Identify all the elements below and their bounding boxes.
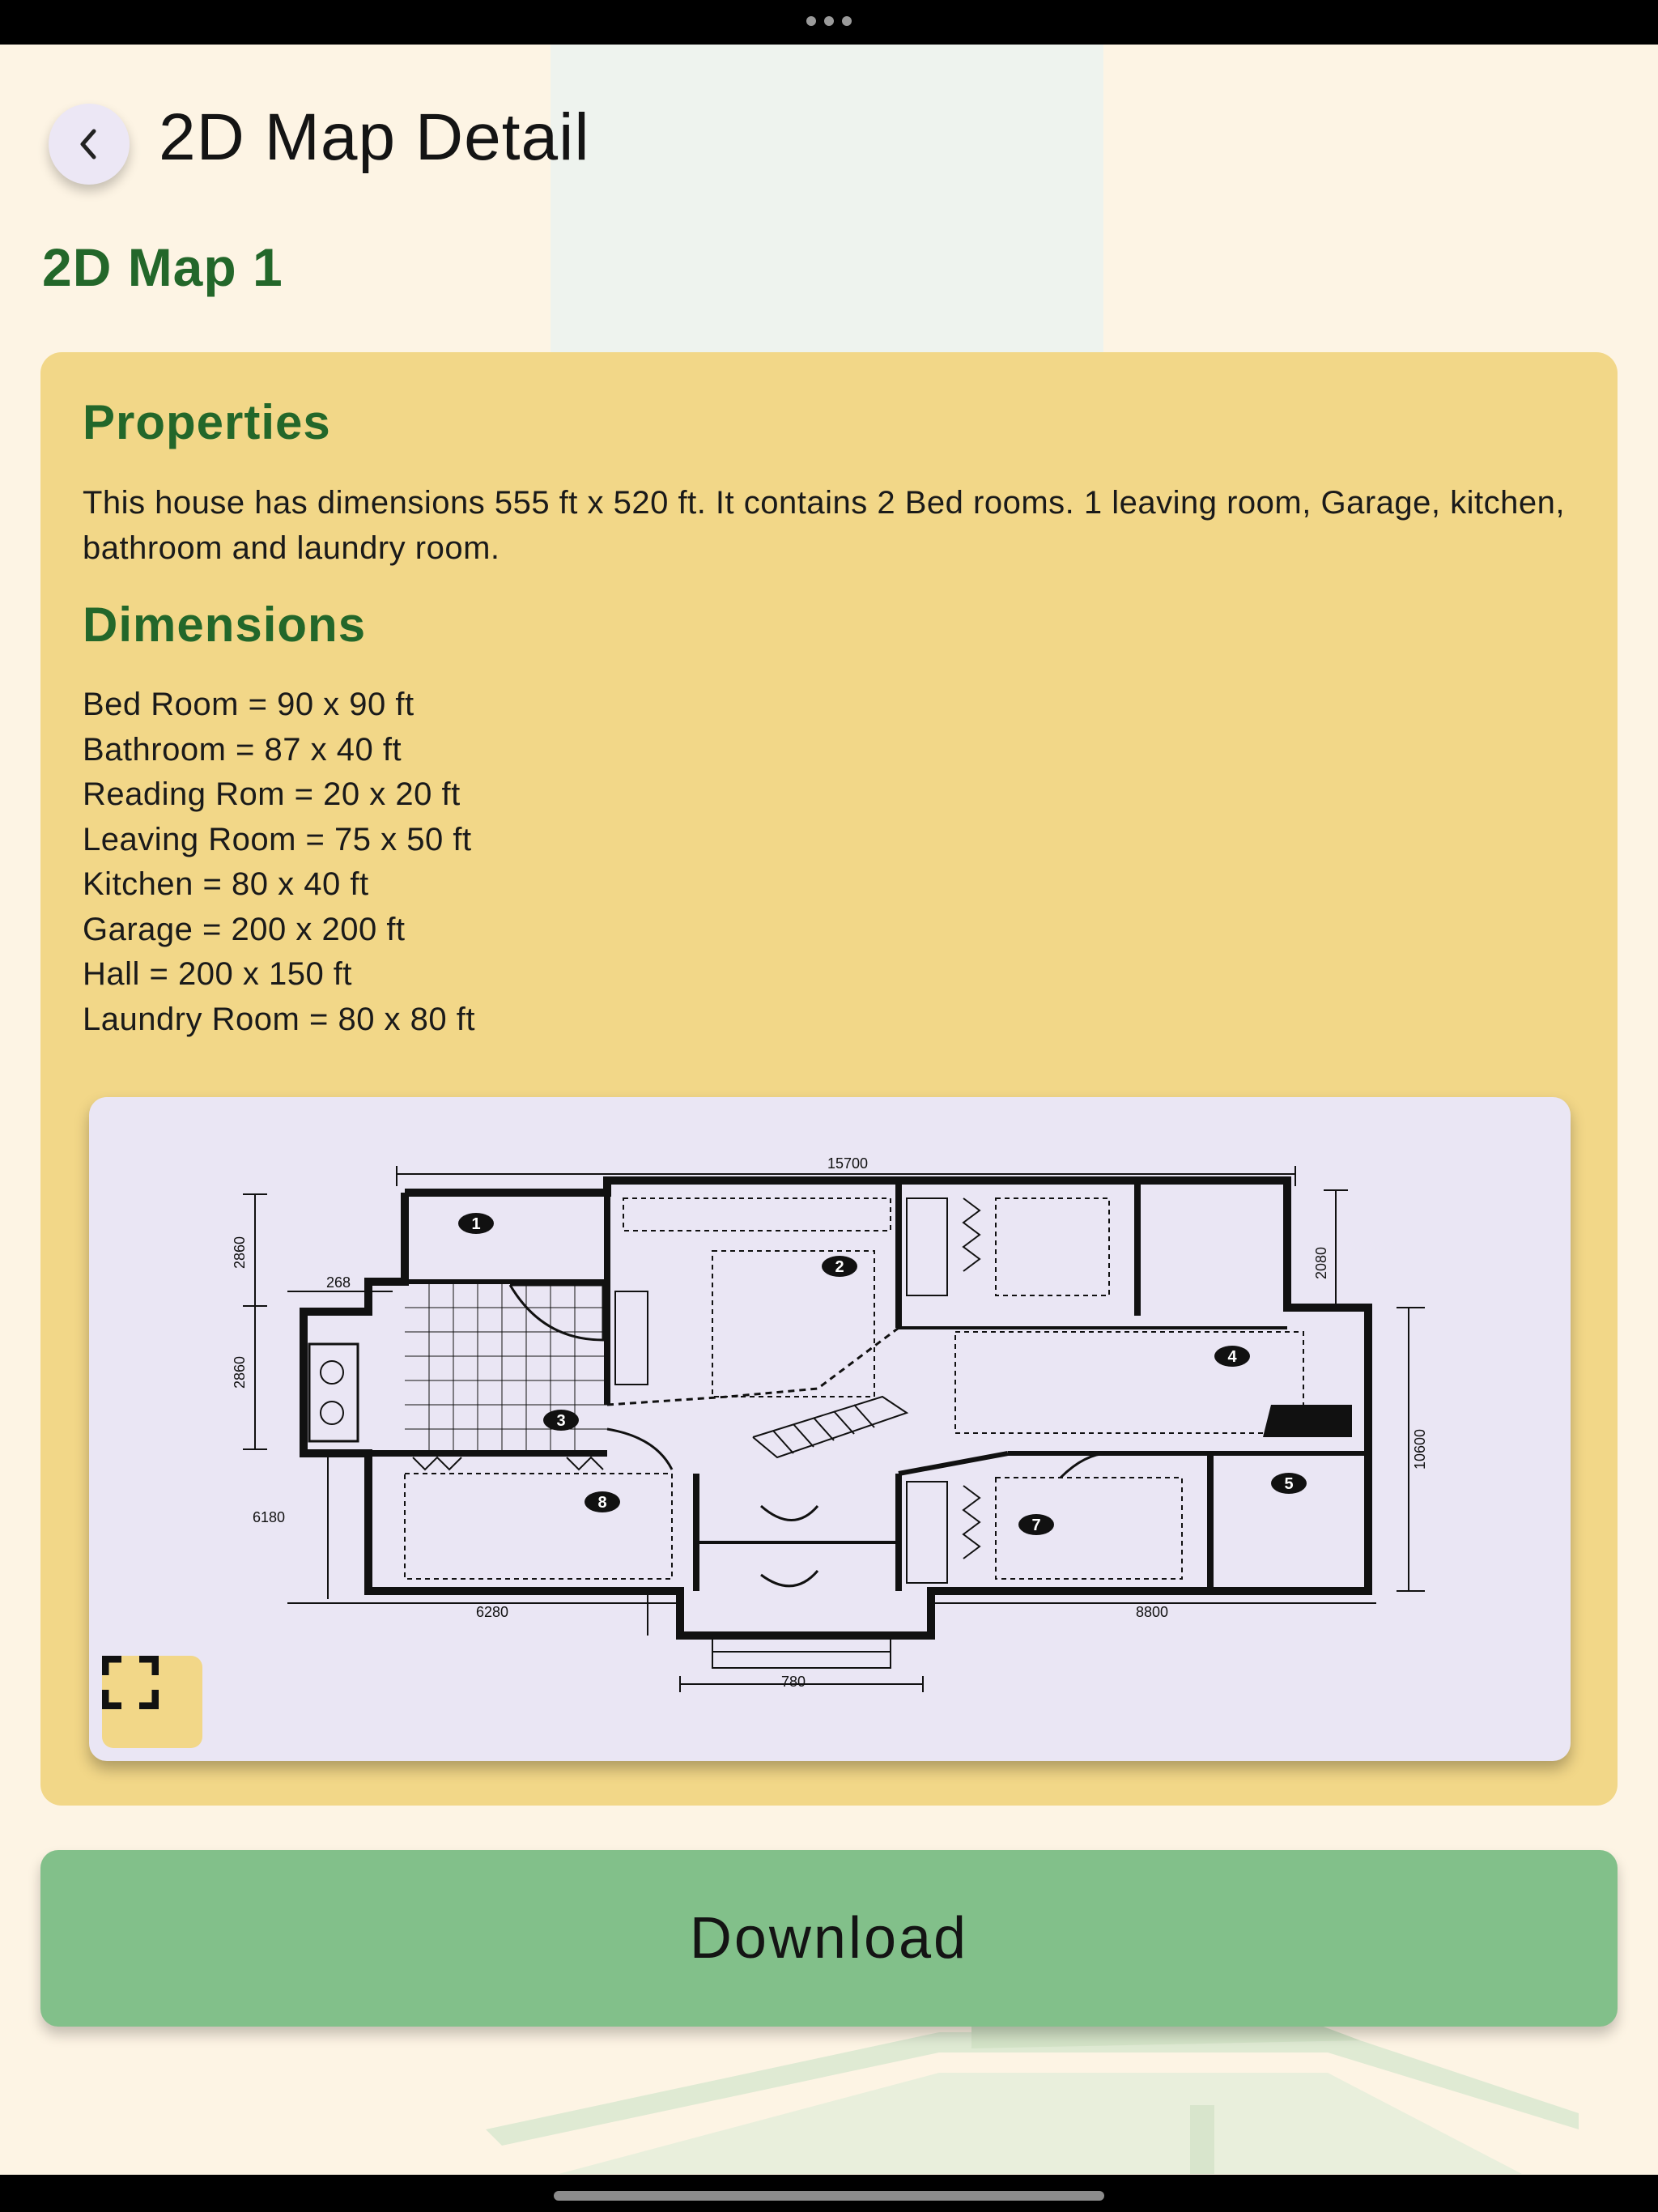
home-indicator[interactable] (554, 2191, 1104, 2201)
dimension-label: 6180 (252, 1509, 286, 1525)
room-number: 8 (597, 1494, 607, 1512)
dimension-label: 2860 (232, 1355, 248, 1389)
dimension-item: Laundry Room = 80 x 80 ft (83, 1001, 475, 1037)
properties-description: This house has dimensions 555 ft x 520 ft. It contains 2 Bed rooms. 1 leaving room, Garage, kitchen, bathroom and laundry room. (83, 485, 1565, 566)
room-number: 4 (1227, 1348, 1237, 1366)
dimension-label: 268 (325, 1274, 351, 1291)
dimension-label: 8800 (1135, 1604, 1169, 1620)
dimension-item: Bed Room = 90 x 90 ft (83, 687, 414, 722)
dimension-label: 2080 (1313, 1246, 1329, 1280)
dimension-item: Leaving Room = 75 x 50 ft (83, 821, 472, 857)
dimension-label: 15700 (827, 1155, 869, 1172)
dimension-label: 10600 (1412, 1428, 1428, 1470)
dimension-item: Hall = 200 x 150 ft (83, 956, 353, 992)
page-title: 2D Map Detail (159, 100, 590, 174)
dimension-item: Kitchen = 80 x 40 ft (83, 866, 369, 902)
dimension-label: 2860 (232, 1236, 248, 1270)
room-number: 7 (1031, 1516, 1041, 1534)
chevron-left-icon (74, 126, 104, 162)
dimensions-heading: Dimensions (83, 598, 367, 652)
floor-plan-image[interactable] (89, 1097, 1571, 1761)
map-name: 2D Map 1 (42, 237, 283, 297)
dimension-item: Reading Rom = 20 x 20 ft (83, 776, 461, 812)
download-button[interactable]: Download (40, 1850, 1618, 2027)
dimensions-list (83, 683, 475, 1042)
room-number: 1 (471, 1215, 481, 1233)
background-house-illustration (486, 2016, 1579, 2174)
dimension-item: Bathroom = 87 x 40 ft (83, 731, 402, 768)
room-number: 5 (1284, 1475, 1294, 1493)
dimension-label: 780 (780, 1674, 806, 1690)
properties-heading: Properties (83, 395, 331, 449)
background-panel (551, 45, 1103, 352)
back-button[interactable] (49, 104, 130, 185)
details-card (40, 352, 1618, 1806)
dimension-item: Garage = 200 x 200 ft (83, 911, 406, 947)
fullscreen-icon (102, 1656, 159, 1709)
expand-button[interactable] (102, 1656, 202, 1748)
status-bar (0, 0, 1658, 45)
dimension-label: 6280 (475, 1604, 509, 1620)
room-number: 3 (556, 1412, 566, 1430)
multitask-dots-icon[interactable] (806, 16, 852, 28)
room-number: 2 (835, 1258, 844, 1276)
